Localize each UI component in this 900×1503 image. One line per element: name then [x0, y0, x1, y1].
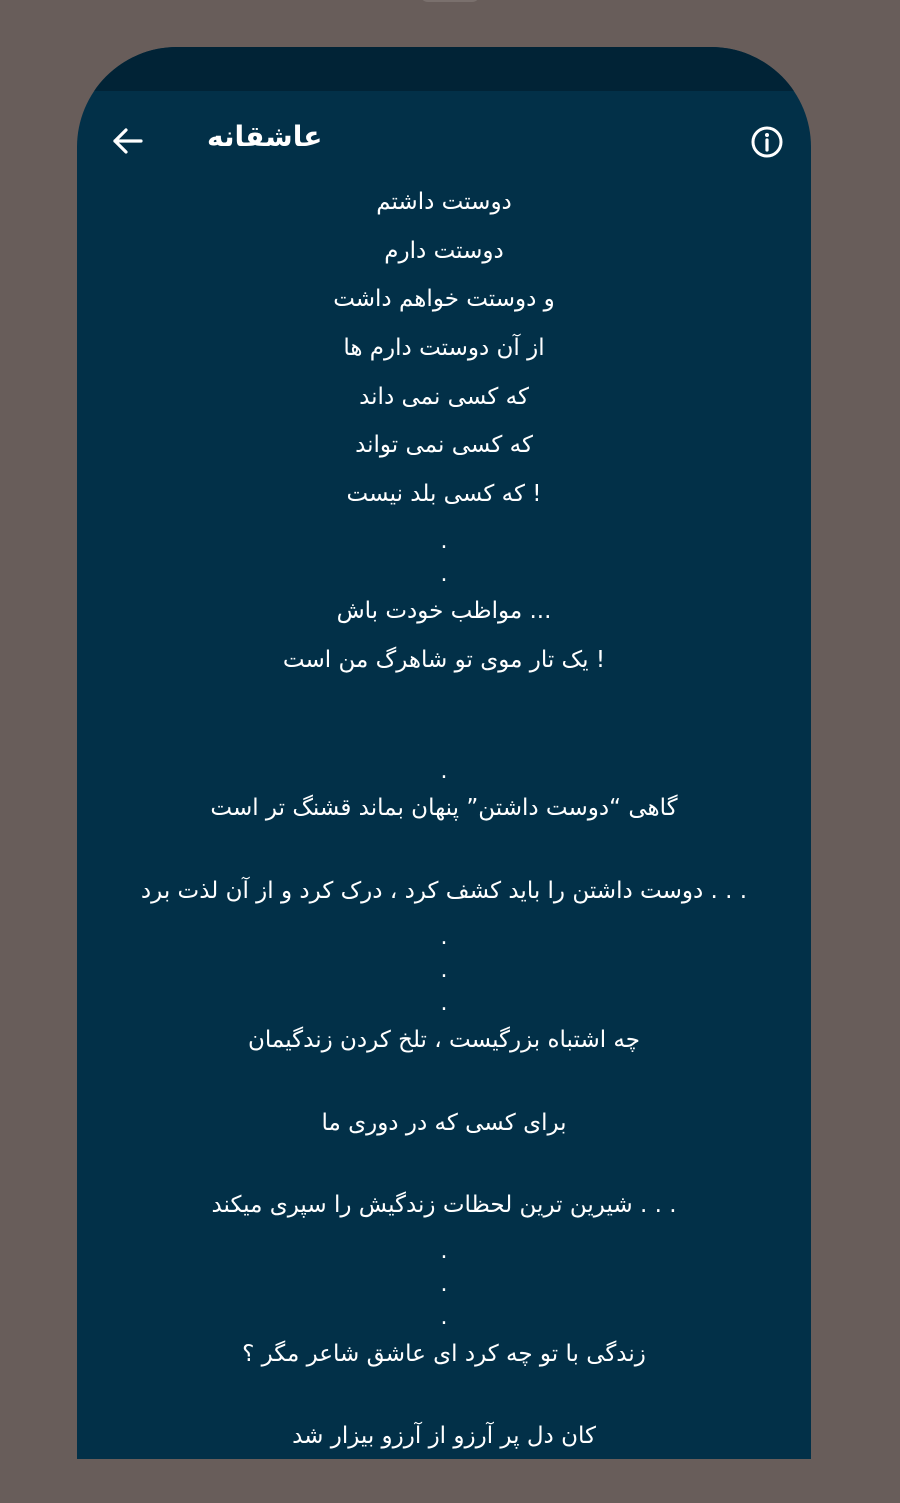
info-button[interactable] — [749, 124, 785, 160]
poem-line: ... مواظب خودت باش — [336, 598, 552, 624]
app-bar — [77, 91, 811, 191]
poem-line: از آن دوستت دارم ها — [343, 335, 545, 361]
page-title: عاشقانه — [207, 120, 323, 153]
poem-line: . . . دوست داشتن را باید کشف کرد ، درک کرد و از آن لذت برد — [140, 878, 748, 904]
poem-line: . — [440, 1272, 448, 1297]
poem-line: که کسی نمی تواند — [355, 432, 533, 458]
poem-line: برای کسی که در دوری ما — [321, 1110, 567, 1136]
poem-line: . — [440, 759, 448, 784]
poem-line: . — [440, 991, 448, 1016]
poem-line: زندگی با تو چه کرد ای عاشق شاعر مگر ؟ — [242, 1341, 646, 1367]
poem-line: . — [440, 529, 448, 554]
poem-line: که کسی نمی داند — [359, 384, 529, 410]
poem-line: . — [440, 925, 448, 950]
poem-line: . — [440, 958, 448, 983]
poem-line: ! که کسی بلد نیست — [346, 481, 542, 507]
info-circle-icon — [749, 124, 785, 160]
poem-line: . . . شیرین ترین لحظات زندگیش را سپری میکند — [211, 1192, 677, 1218]
back-button[interactable] — [107, 123, 147, 159]
poem-line: دوستت داشتم — [376, 189, 512, 215]
poem-line: ! یک تار موی تو شاهرگ من است — [282, 647, 606, 673]
poem-line: کان دل پر آرزو از آرزو بیزار شد — [292, 1423, 596, 1449]
poem-line: و دوستت خواهم داشت — [333, 286, 555, 312]
poem-line: چه اشتباه بزرگیست ، تلخ کردن زندگیمان — [248, 1027, 640, 1053]
poem-line: گاهی “دوست داشتن” پنهان بماند قشنگ تر است — [210, 795, 678, 821]
poem-line: . — [440, 1305, 448, 1330]
poem-line: . — [440, 562, 448, 587]
arrow-back-icon — [107, 123, 147, 159]
status-bar — [77, 47, 811, 91]
poem-line: . — [440, 1239, 448, 1264]
phone-screen — [77, 47, 811, 1459]
poem-line: دوستت دارم — [384, 238, 504, 264]
top-notch — [420, 0, 480, 2]
